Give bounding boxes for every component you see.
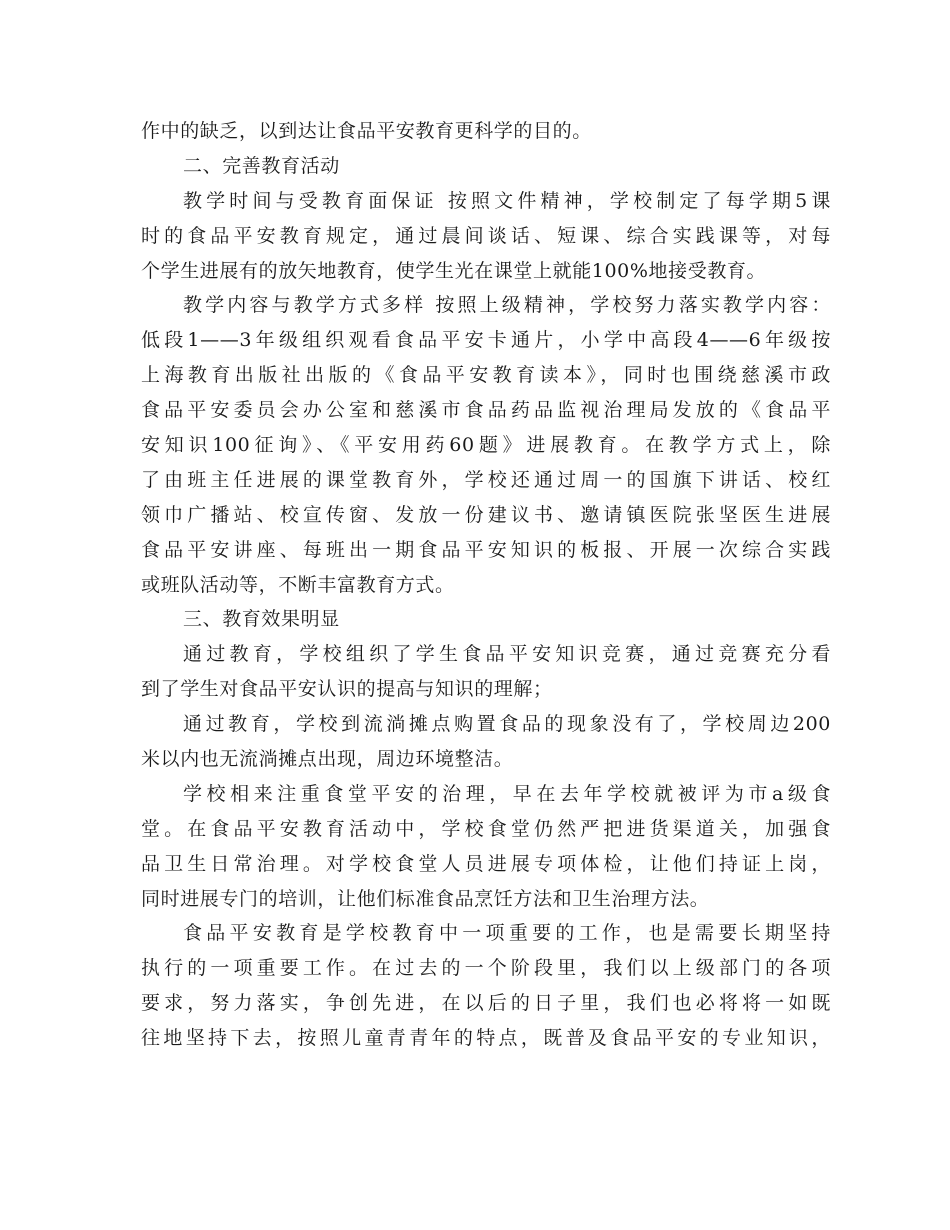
text-line-27: 往地坚持下去，按照儿童青青年的特点，既普及食品平安的专业知识， xyxy=(141,1027,831,1050)
text-line-1: 作中的缺乏，以到达让食品平安教育更科学的目的。 xyxy=(141,120,592,142)
text-line-3: 教学时间与受教育面保证 按照文件精神，学校制定了每学期5课 xyxy=(183,189,831,212)
text-line-17: 到了学生对食品平安认识的提高与知识的理解； xyxy=(141,678,553,701)
text-line-18: 通过教育，学校到流淌摊点购置食品的现象没有了，学校周边200 xyxy=(183,713,831,736)
text-line-23: 同时进展专门的培训，让他们标准食品烹饪方法和卫生治理方法。 xyxy=(141,887,710,910)
text-line-16: 通过教育，学校组织了学生食品平安知识竞赛，通过竞赛充分看 xyxy=(183,643,831,666)
text-line-11: 了由班主任进展的课堂教育外，学校还通过周一的国旗下讲话、校红 xyxy=(141,468,831,491)
text-line-25: 执行的一项重要工作。在过去的一个阶段里，我们以上级部门的各项 xyxy=(141,957,831,980)
text-line-19: 米以内也无流淌摊点出现，周边环境整洁。 xyxy=(141,748,514,771)
text-line-7: 低段1——3年级组织观看食品平安卡通片，小学中高段4——6年级按 xyxy=(141,329,831,352)
text-line-22: 品卫生日常治理。对学校食堂人员进展专项体检，让他们持证上岗， xyxy=(141,852,831,875)
text-line-4: 时的食品平安教育规定，通过晨间谈话、短课、综合实践课等，对每 xyxy=(141,224,831,247)
text-line-8: 上海教育出版社出版的《食品平安教育读本》，同时也围绕慈溪市政 xyxy=(141,364,831,387)
document-page xyxy=(141,114,831,1056)
text-line-14: 或班队活动等，不断丰富教育方式。 xyxy=(141,573,455,596)
section-heading-3: 三、教育效果明显 xyxy=(183,608,340,631)
text-line-24: 食品平安教育是学校教育中一项重要的工作，也是需要长期坚持 xyxy=(183,922,831,945)
text-line-5: 个学生进展有的放矢地教育，使学生光在课堂上就能100%地接受教育。 xyxy=(141,259,767,282)
text-line-26: 要求，努力落实，争创先进，在以后的日子里，我们也必将将一如既 xyxy=(141,992,831,1015)
text-line-13: 食品平安讲座、每班出一期食品平安知识的板报、开展一次综合实践 xyxy=(141,538,831,561)
text-line-6: 教学内容与教学方式多样 按照上级精神，学校努力落实教学内容： xyxy=(183,294,831,317)
text-line-9: 食品平安委员会办公室和慈溪市食品药品监视治理局发放的《食品平 xyxy=(141,399,831,422)
section-heading-2: 二、完善教育活动 xyxy=(183,154,340,177)
text-line-20: 学校相来注重食堂平安的治理，早在去年学校就被评为市a级食 xyxy=(183,782,831,805)
text-line-10: 安知识100征询》、《平安用药60题》进展教育。在教学方式上，除 xyxy=(141,434,831,457)
text-line-21: 堂。在食品平安教育活动中，学校食堂仍然严把进货渠道关，加强食 xyxy=(141,817,831,840)
text-line-12: 领巾广播站、校宣传窗、发放一份建议书、邀请镇医院张坚医生进展 xyxy=(141,503,831,526)
